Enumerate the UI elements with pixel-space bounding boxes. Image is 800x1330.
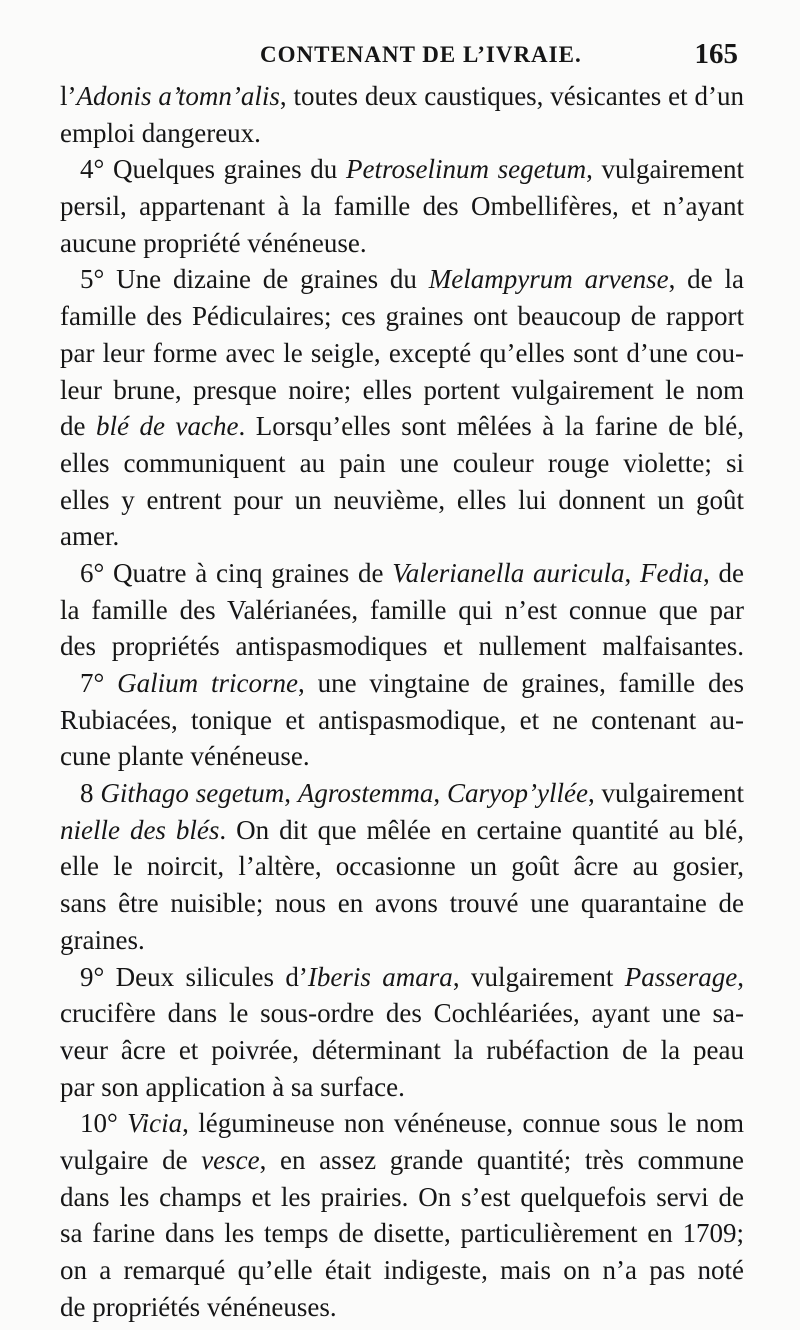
text-line xyxy=(60,628,744,665)
text-run: on a remarqué qu’elle était indigeste, mais on n’a pas noté xyxy=(60,1255,744,1285)
text-run: 7° xyxy=(80,668,118,698)
text-run: , xyxy=(737,961,745,992)
text-run: la famille des Valérianées, famille qui n’est connue que par xyxy=(60,594,744,625)
text-line xyxy=(60,812,744,849)
italic-term: nielle des blés xyxy=(60,814,220,845)
text-run: elles communiquent au pain une couleur rouge violette; si xyxy=(60,447,744,478)
italic-term: blé de vache xyxy=(96,411,239,442)
text-run: , xyxy=(284,778,298,809)
text-run: , xyxy=(433,778,447,809)
text-run: , une vingtaine de graines, famille des xyxy=(298,668,744,698)
text-run: sa farine dans les temps de disette, particulièrement en 1709; xyxy=(60,1218,744,1249)
text-run: cune plante vénéneuse. xyxy=(60,741,310,772)
text-line xyxy=(60,1179,744,1216)
text-run: , en assez grande quantité; très commune xyxy=(259,1144,744,1175)
text-line xyxy=(60,482,744,519)
text-line xyxy=(60,298,744,335)
text-run: dans les champs et les prairies. On s’est quelquefois servi de xyxy=(60,1181,744,1212)
italic-term: Vicia xyxy=(127,1108,183,1139)
text-line xyxy=(60,372,744,409)
text-line xyxy=(60,922,744,959)
text-line xyxy=(60,261,744,298)
italic-term: Valerianella auricula xyxy=(392,557,625,588)
page-header xyxy=(60,38,738,78)
text-run: amer. xyxy=(60,521,120,552)
text-line xyxy=(60,555,744,592)
italic-term: Melampyrum arvense xyxy=(428,264,669,295)
text-run: des propriétés antispasmodiques et nullement malfaisantes. xyxy=(60,631,744,662)
italic-term: Passerage xyxy=(624,961,738,992)
text-line xyxy=(60,1069,744,1106)
text-run: . Lorsqu’elles sont mêlées à la farine de blé, xyxy=(238,411,745,442)
text-line xyxy=(60,959,744,996)
text-run: aucune propriété vénéneuse. xyxy=(60,227,367,258)
text-line xyxy=(60,665,744,702)
text-line xyxy=(60,225,744,262)
text-run: , vulgairement xyxy=(586,154,745,185)
italic-term: Iberis amara xyxy=(307,961,453,992)
text-run: , toutes deux caustiques, vésicantes et d’un xyxy=(279,81,744,111)
text-run: de xyxy=(60,411,97,442)
text-line xyxy=(60,1289,744,1326)
text-line xyxy=(60,518,744,555)
text-run: crucifère dans le sous-ordre des Cochléariées, ayant une sa- xyxy=(60,998,744,1029)
text-run: , vulgairement xyxy=(587,778,745,809)
text-line xyxy=(60,738,744,775)
page-number: 165 xyxy=(694,38,738,70)
text-run: sans être nuisible; nous en avons trouvé une quarantaine de xyxy=(60,888,744,919)
text-line xyxy=(60,848,744,885)
italic-term: Adonis a’tomn’alis xyxy=(76,81,280,111)
text-run: , de la xyxy=(668,264,744,295)
text-run: elles y entrent pour un neuvième, elles lui donnent un goût xyxy=(60,484,744,515)
italic-term: Caryop’yllée xyxy=(446,778,588,809)
text-run: leur brune, presque noire; elles portent vulgairement le nom xyxy=(60,374,744,405)
text-line xyxy=(60,1252,744,1289)
italic-term: vesce xyxy=(201,1144,260,1175)
text-run: vulgaire de xyxy=(60,1144,202,1175)
text-line xyxy=(60,1215,744,1252)
text-line xyxy=(60,1105,744,1142)
text-line xyxy=(60,78,744,115)
text-line xyxy=(60,702,744,739)
text-run: par son application à sa surface. xyxy=(60,1071,405,1102)
text-run: 6° Quatre à cinq graines de xyxy=(80,557,393,588)
text-run: Rubiacées, tonique et antispasmodique, et ne contenant au- xyxy=(60,704,744,735)
text-line xyxy=(60,995,744,1032)
text-run: graines. xyxy=(60,924,145,955)
italic-term: Agrostemma xyxy=(297,778,434,809)
text-line xyxy=(60,151,744,188)
text-run: , de xyxy=(703,557,745,588)
text-run: elle le noircit, l’altère, occasionne un goût âcre au gosier, xyxy=(60,851,744,882)
italic-term: Galium tricorne xyxy=(117,668,298,698)
text-line xyxy=(60,445,744,482)
text-line xyxy=(60,335,744,372)
italic-term: Githago segetum xyxy=(100,778,285,809)
text-line xyxy=(60,115,744,152)
italic-term: Petroselinum segetum xyxy=(345,154,587,185)
text-run: . On dit que mêlée en certaine quantité au blé, xyxy=(219,814,744,845)
text-run: par leur forme avec le seigle, excepté qu’elles sont d’une cou- xyxy=(60,337,744,368)
text-run: 4° Quelques graines du xyxy=(80,154,346,185)
text-run: veur âcre et poivrée, déterminant la rubéfaction de la peau xyxy=(60,1034,744,1065)
running-title: CONTENANT DE L’IVRAIE. xyxy=(260,42,582,67)
text-run: 8 xyxy=(80,778,101,809)
text-run: de propriétés vénéneuses. xyxy=(60,1291,337,1322)
text-line xyxy=(60,1142,744,1179)
text-run: , légumineuse non vénéneuse, connue sous le nom xyxy=(182,1108,744,1139)
text-line xyxy=(60,408,744,445)
text-run: persil, appartenant à la famille des Ombellifères, et n’ayant xyxy=(60,191,744,222)
text-run: emploi dangereux. xyxy=(60,117,261,148)
body-text xyxy=(60,78,744,1325)
text-run: l’ xyxy=(60,81,77,111)
text-line xyxy=(60,885,744,922)
text-run: , vulgairement xyxy=(452,961,625,992)
text-line xyxy=(60,188,744,225)
text-line xyxy=(60,775,744,812)
text-run: 5° Une dizaine de graines du xyxy=(80,264,429,295)
text-line xyxy=(60,592,744,629)
italic-term: Fedia xyxy=(640,557,704,588)
text-run: 9° Deux silicules d’ xyxy=(80,961,308,992)
text-run: , xyxy=(624,557,641,588)
text-run: 10° xyxy=(80,1108,128,1139)
text-line xyxy=(60,1032,744,1069)
text-run: famille des Pédiculaires; ces graines ont beaucoup de rapport xyxy=(60,301,744,332)
